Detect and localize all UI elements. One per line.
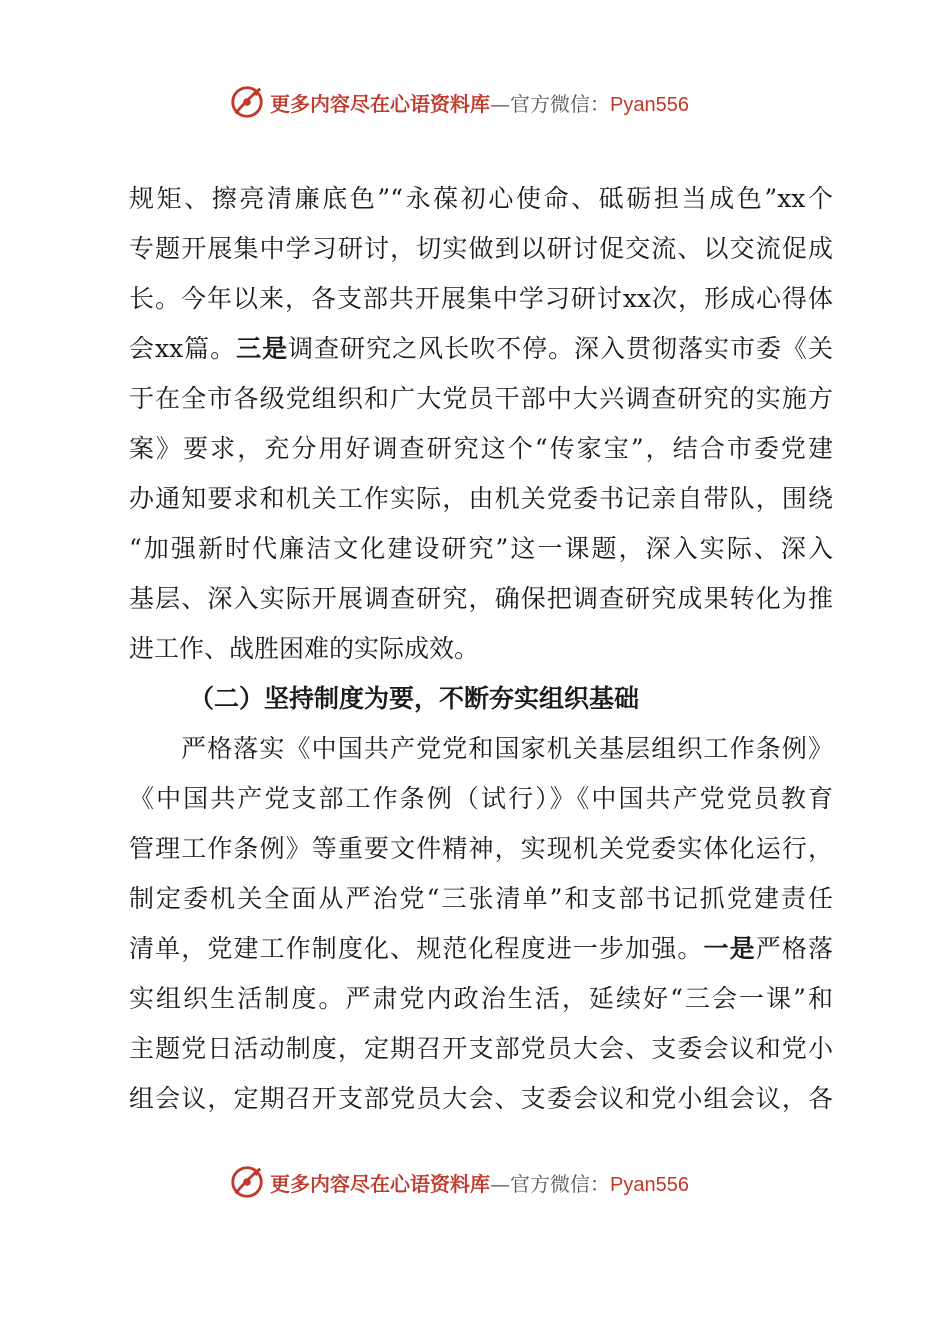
banner-rest: —官方微信： [490, 1171, 610, 1196]
body-line: 主题党日活动制度，定期召开支部党员大会、支委会议和党小 [129, 1034, 833, 1063]
banner-rest: —官方微信： [490, 91, 610, 116]
banner-wechat-id: Pyan556 [610, 93, 689, 116]
body-line: 制定委机关全面从严治党“三张清单”和支部书记抓党建责任 [129, 884, 833, 913]
body-line [129, 324, 833, 374]
emphasis-run: 一是 [703, 934, 756, 963]
quill-logo-icon [228, 83, 266, 121]
banner-lead: 更多内容尽在心语资料库 [270, 91, 490, 116]
body-line: 组会议，定期召开支部党员大会、支委会议和党小组会议，各 [129, 1084, 833, 1113]
banner-wechat-id: Pyan556 [610, 1173, 689, 1196]
footer-banner [228, 1162, 689, 1202]
emphasis-run: 三是 [236, 334, 289, 363]
body-line: 基层、深入实际开展调查研究，确保把调查研究成果转化为推 [129, 584, 833, 613]
header-banner [228, 82, 689, 122]
quill-logo-icon [228, 1163, 266, 1201]
text-run: 严格落 [755, 934, 833, 963]
body-line: 实组织生活制度。严肃党内政治生活，延续好“三会一课”和 [129, 984, 833, 1013]
banner-lead: 更多内容尽在心语资料库 [270, 1171, 490, 1196]
body-line: 严格落实《中国共产党党和国家机关基层组织工作条例》 [181, 734, 833, 763]
banner-text [270, 88, 689, 117]
body-line: 专题开展集中学习研讨，切实做到以研讨促交流、以交流促成 [129, 234, 833, 263]
body-line: 长。今年以来，各支部共开展集中学习研讨xx次，形成心得体 [129, 284, 833, 313]
body-line: 规矩、擦亮清廉底色”“永葆初心使命、砥砺担当成色”xx个 [129, 184, 833, 213]
text-run: 清单，党建工作制度化、规范化程度进一步加强。 [129, 934, 704, 963]
banner-text [270, 1168, 689, 1197]
body-line [129, 924, 833, 974]
body-line: 案》要求，充分用好调查研究这个“传家宝”，结合市委党建 [129, 434, 833, 463]
document-body [129, 174, 833, 1124]
body-line: 《中国共产党支部工作条例（试行）》《中国共产党党员教育 [129, 784, 833, 813]
section-heading: （二）坚持制度为要，不断夯实组织基础 [189, 684, 640, 713]
body-line: 管理工作条例》等重要文件精神，实现机关党委实体化运行， [129, 834, 833, 863]
body-line: 于在全市各级党组织和广大党员干部中大兴调查研究的实施方 [129, 384, 833, 413]
text-run: 会xx篇。 [129, 334, 237, 363]
body-line: “加强新时代廉洁文化建设研究”这一课题，深入实际、深入 [129, 534, 833, 563]
text-run: 调查研究之风长吹不停。深入贯彻落实市委《关 [288, 334, 833, 363]
body-line: 进工作、战胜困难的实际成效。 [129, 634, 480, 663]
body-line: 办通知要求和机关工作实际，由机关党委书记亲自带队，围绕 [129, 484, 833, 513]
